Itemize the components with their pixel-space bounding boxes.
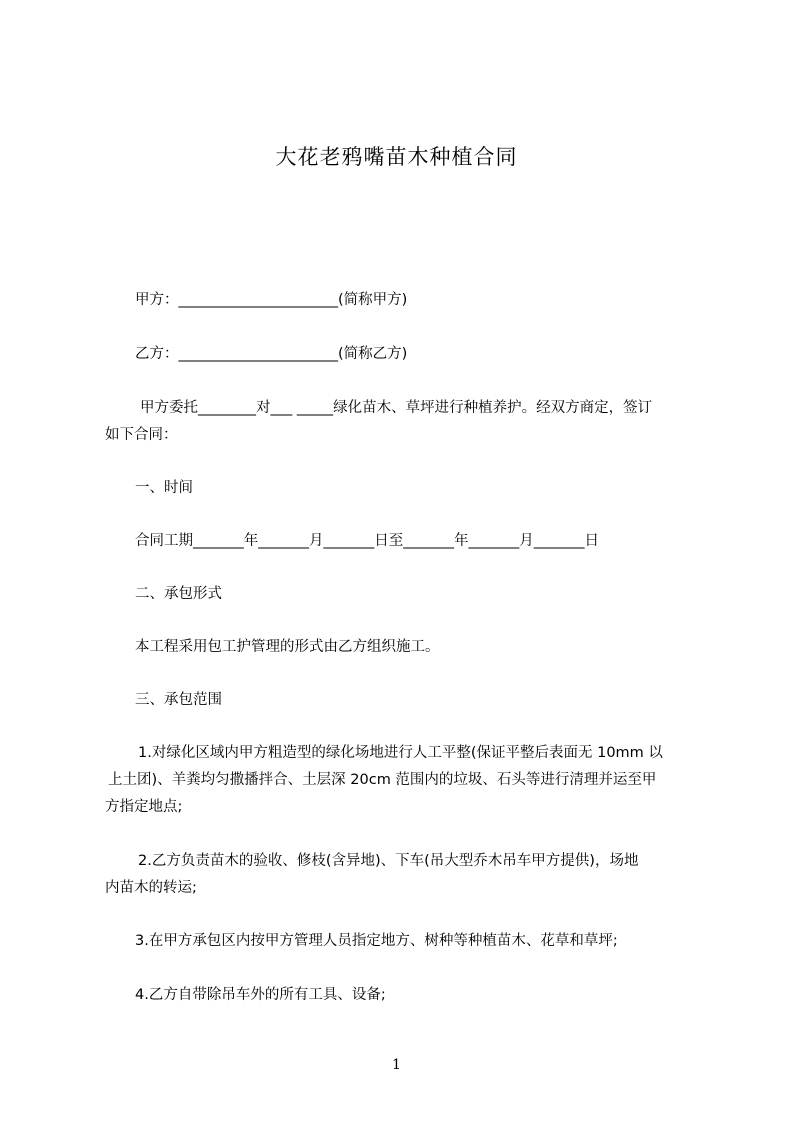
party-a-line: 甲方：______________________(简称甲方) xyxy=(135,292,408,308)
intro-paragraph-line2: 如下合同： xyxy=(105,427,178,443)
item-3: 3.在甲方承包区内按甲方管理人员指定地方、树种等种植苗木、花草和草坪; xyxy=(135,933,618,949)
page-number: 1 xyxy=(392,1057,401,1073)
item-1-line2: 上土团)、羊粪均匀撒播拌合、土层深 20cm 范围内的垃圾、石头等进行清理并运至甲 xyxy=(108,772,657,788)
intro-paragraph-line1: 甲方委托________对___ _____绿化苗木、草坪进行种植养护。经双方商定，签订 xyxy=(140,400,653,416)
section-2-body: 本工程采用包工护管理的形式由乙方组织施工。 xyxy=(135,639,440,655)
party-b-line: 乙方：______________________(简称乙方) xyxy=(135,346,408,362)
item-1-line3: 方指定地点; xyxy=(105,799,183,815)
document-title: 大花老鸦嘴苗木种植合同 xyxy=(275,145,518,169)
contract-term-line: 合同工期_______年_______月_______日至_______年_______月_______日 xyxy=(135,533,599,549)
item-4: 4.乙方自带除吊车外的所有工具、设备; xyxy=(135,987,386,1003)
item-2-line1: 2.乙方负责苗木的验收、修枝(含异地)、下车(吊大型乔木吊车甲方提供)，场地 xyxy=(138,853,639,869)
section-2-heading: 二、承包形式 xyxy=(135,586,222,602)
section-1-heading: 一、时间 xyxy=(135,480,193,496)
section-3-heading: 三、承包范围 xyxy=(135,692,222,708)
item-1-line1: 1.对绿化区域内甲方粗造型的绿化场地进行人工平整(保证平整后表面无 10mm 以 xyxy=(138,745,663,761)
item-2-line2: 内苗木的转运; xyxy=(105,880,197,896)
